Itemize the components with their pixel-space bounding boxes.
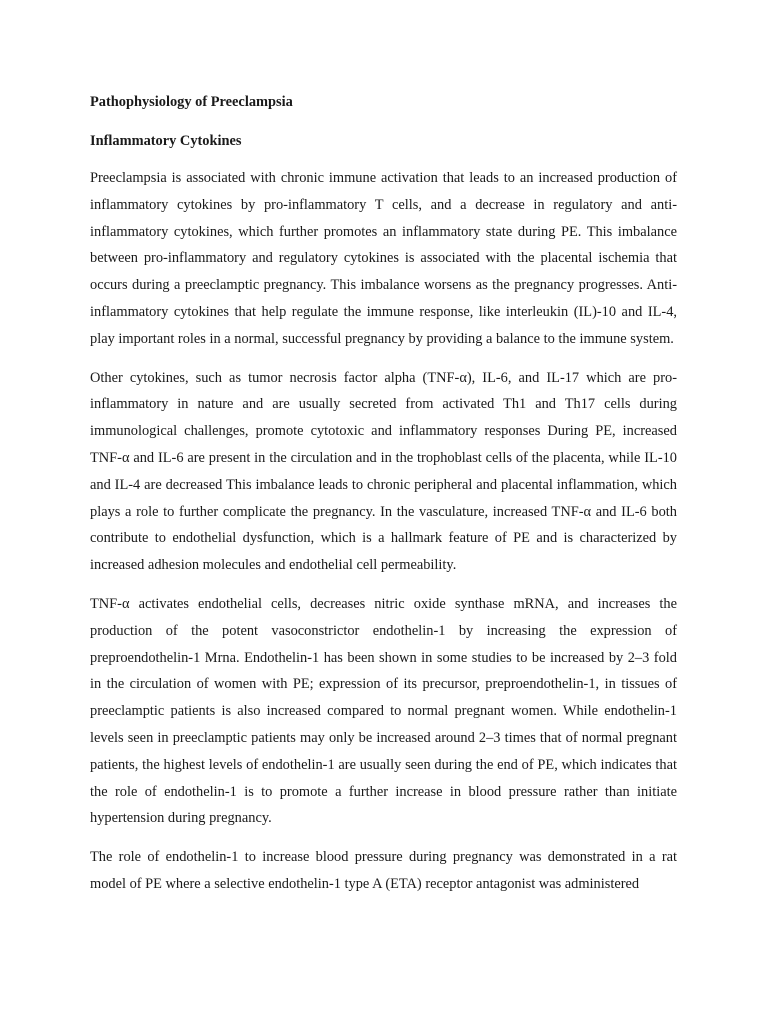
paragraph-1: Preeclampsia is associated with chronic immune activation that leads to an increased production of inflammatory cytokines by pro-inflammatory T cells, and a decrease in regulatory and anti-inflammatory cytokines, which further promotes an inflammatory state during PE. This imbalance between pro-inflammatory and regulatory cytokines is associated with the placental ischemia that occurs during a preeclamptic pregnancy. This imbalance worsens as the pregnancy progresses. Anti-inflammatory cytokines that help regulate the immune response, like interleukin (IL)-10 and IL-4, play important roles in a normal, successful pregnancy by providing a balance to the immune system. <box>90 170 677 347</box>
document-page <box>90 92 677 898</box>
paragraph-3: TNF-α activates endothelial cells, decreases nitric oxide synthase mRNA, and increases the production of the potent vasoconstrictor endothelin-1 by increasing the expression of preproendothelin-1 Mrna. Endothelin-1 has been shown in some studies to be increased by 2–3 fold in the circulation of women with PE; expression of its precursor, preproendothelin-1, in tissues of preeclamptic patients is also increased compared to normal pregnant women. While endothelin-1 levels seen in preeclamptic patients may only be increased around 2–3 times that of normal pregnant patients, the highest levels of endothelin-1 are usually seen during the end of PE, which indicates that the role of endothelin-1 is to promote a further increase in blood pressure rather than initiate hypertension during pregnancy. <box>90 595 677 827</box>
section-heading: Inflammatory Cytokines <box>90 133 242 149</box>
document-title: Pathophysiology of Preeclampsia <box>90 94 293 110</box>
paragraph-2: Other cytokines, such as tumor necrosis factor alpha (TNF-α), IL-6, and IL-17 which are pro-inflammatory in nature and are usually secreted from activated Th1 and Th17 cells during immunological challenges, promote cytotoxic and inflammatory responses During PE, increased TNF-α and IL-6 are present in the circulation and in the trophoblast cells of the placenta, while IL-10 and IL-4 are decreased This imbalance leads to chronic peripheral and placental inflammation, which plays a role to further complicate the pregnancy. In the vasculature, increased TNF-α and IL-6 both contribute to endothelial dysfunction, which is a hallmark feature of PE and is characterized by increased adhesion molecules and endothelial cell permeability. <box>90 369 677 574</box>
paragraph-4: The role of endothelin-1 to increase blood pressure during pregnancy was demonstrated in a rat model of PE where a selective endothelin-1 type A (ETA) receptor antagonist was administered <box>90 849 677 892</box>
